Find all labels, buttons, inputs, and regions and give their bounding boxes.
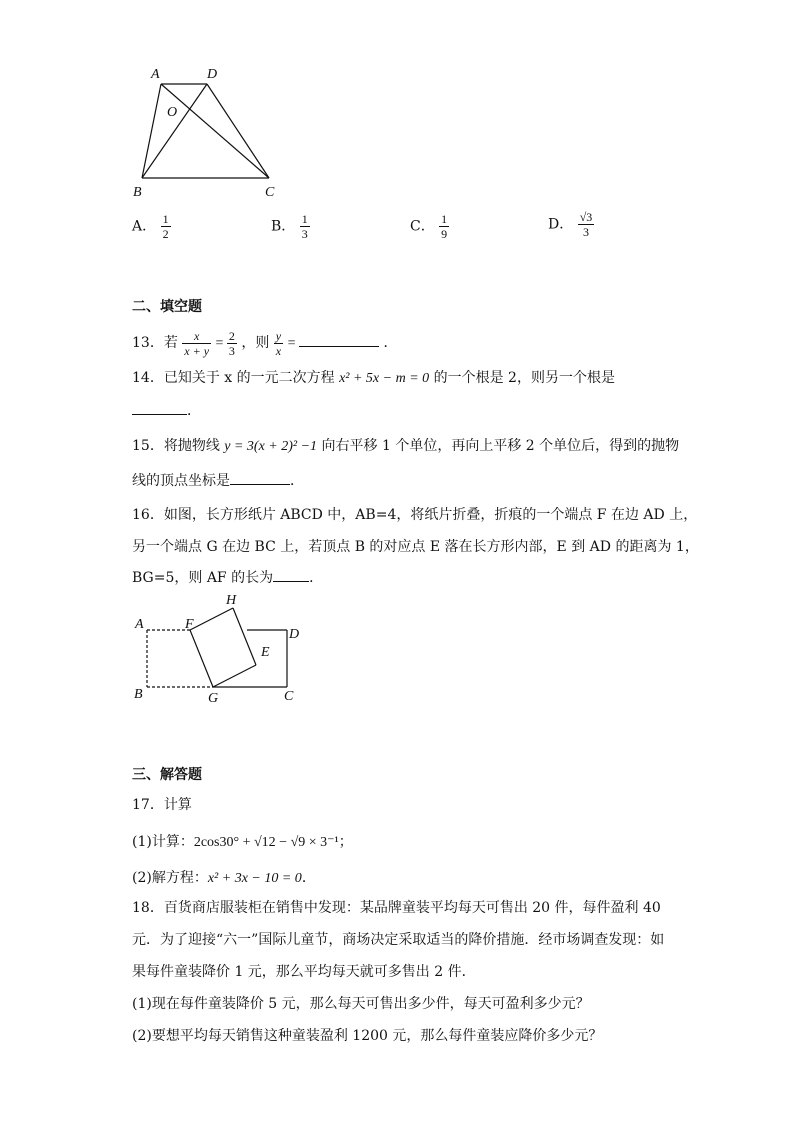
option-denominator: 9	[441, 227, 448, 241]
option-letter: C．	[410, 218, 435, 235]
question-18-part1: (1)现在每件童装降价 5 元，那么每天可售出多少件，每天可盈利多少元？	[132, 996, 590, 1012]
question-17-part1	[132, 832, 353, 853]
q13-frac1-den: x + y	[184, 343, 210, 358]
label-a: A	[135, 617, 144, 632]
q15-text-a: 15．将抛物线	[132, 438, 225, 454]
q14-end: ．	[187, 403, 201, 419]
label-g: G	[208, 691, 219, 706]
q15-line2: 线的顶点坐标是	[132, 473, 230, 489]
option-numerator: 1	[441, 212, 448, 226]
segment-eg	[213, 665, 256, 687]
label-d: D	[289, 627, 300, 642]
q13-prefix: 13．若	[132, 335, 178, 351]
answer-blank	[273, 567, 309, 582]
label-h: H	[226, 593, 237, 608]
label-a: A	[151, 67, 160, 82]
option-d	[548, 210, 594, 239]
q17-p1-expr: 2cos30° + √12 − √9 × 3⁻¹	[193, 835, 339, 850]
section-title-fill-blank: 二、填空题	[132, 299, 202, 315]
option-letter: B．	[271, 218, 296, 235]
q14-equation: x² + 5x − m = 0	[339, 371, 430, 386]
q15-text-b: 向右平移 1 个单位，再向上平移 2 个单位后，得到的抛物	[317, 438, 680, 454]
option-denominator: 3	[301, 227, 308, 241]
question-16-line1: 16．如图，长方形纸片 ABCD 中，AB=4，将纸片折叠，折痕的一个端点 F 在边 AD 上，	[132, 507, 698, 523]
option-letter: D．	[548, 216, 574, 233]
section-title-solutions: 三、解答题	[132, 767, 202, 783]
q13-frac2-num: 2	[228, 328, 235, 343]
q13-frac1-num: x	[182, 329, 211, 344]
label-d: D	[207, 67, 218, 82]
option-a	[132, 212, 171, 241]
q13-frac3-den: x	[275, 343, 282, 358]
rectangle-fold-figure	[125, 588, 315, 708]
option-numerator: 1	[162, 212, 169, 226]
option-numerator: √3	[579, 210, 593, 224]
answer-blank	[132, 400, 187, 415]
q15-end: ．	[290, 473, 304, 489]
question-18-line2: 元．为了迎接“六一”国际儿童节，商场决定采取适当的降价措施．经市场调查发现：如	[132, 932, 665, 948]
q16-end: ．	[309, 570, 324, 586]
q16-line3: BG=5，则 AF 的长为	[132, 570, 274, 586]
question-16-line3	[132, 567, 323, 588]
answer-blank	[230, 470, 290, 485]
q14-text-b: 的一个根是 2，则另一个根是	[429, 370, 615, 386]
q15-equation: y = 3(x + 2)² −1	[224, 439, 318, 454]
label-o: O	[167, 105, 178, 120]
option-b	[271, 212, 310, 241]
q17-p2-label: (2)解方程：	[132, 870, 208, 886]
question-18-line3: 果每件童装降价 1 元，那么平均每天就可多售出 2 件．	[132, 964, 476, 980]
segment-fg	[190, 630, 213, 687]
q13-mid: ，则	[241, 335, 270, 351]
option-letter: A．	[132, 218, 157, 235]
question-18-part2: (2)要想平均每天销售这种童装盈利 1200 元，那么每件童装应降价多少元？	[132, 1028, 603, 1044]
segment-he	[233, 608, 256, 665]
q13-eq: =	[215, 336, 227, 351]
q17-p1-end: ；	[338, 834, 353, 850]
diagonal-ac	[161, 84, 269, 178]
question-17-title: 17．计算	[132, 797, 192, 813]
option-denominator: 3	[582, 225, 589, 239]
question-14-line2	[132, 400, 201, 421]
label-e: E	[261, 645, 270, 660]
question-17-part2	[132, 868, 316, 889]
q13-frac2-den: 3	[228, 343, 235, 358]
q17-p1-label: (1)计算：	[132, 834, 194, 850]
q13-end: ．	[383, 335, 398, 351]
question-18-line1: 18．百货商店服装柜在销售中发现：某品牌童装平均每天可售出 20 件，每件盈利 40	[132, 900, 661, 916]
question-13	[132, 328, 397, 358]
segment-fh	[190, 608, 233, 630]
q13-eq2: =	[287, 336, 299, 351]
q13-frac3-num: y	[275, 328, 282, 343]
segment-dc	[207, 84, 269, 178]
q17-p2-expr: x² + 3x − 10 = 0	[207, 871, 302, 886]
trapezoid-figure	[125, 60, 295, 205]
question-15-line2	[132, 470, 304, 491]
option-c	[410, 212, 449, 241]
answer-blank	[299, 332, 379, 347]
q17-p2-end: ．	[301, 870, 316, 886]
label-b: B	[134, 687, 143, 702]
label-c: C	[265, 185, 275, 200]
label-c: C	[284, 689, 294, 704]
label-b: B	[133, 185, 142, 200]
option-numerator: 1	[301, 212, 308, 226]
question-15	[132, 436, 679, 457]
option-denominator: 2	[162, 227, 169, 241]
q14-text-a: 14．已知关于 x 的一元二次方程	[132, 370, 340, 386]
label-f: F	[185, 617, 194, 632]
question-16-line2: 另一个端点 G 在边 BC 上，若顶点 B 的对应点 E 落在长方形内部，E 到 AD 的距离为 1，	[132, 539, 699, 555]
question-14	[132, 368, 615, 389]
